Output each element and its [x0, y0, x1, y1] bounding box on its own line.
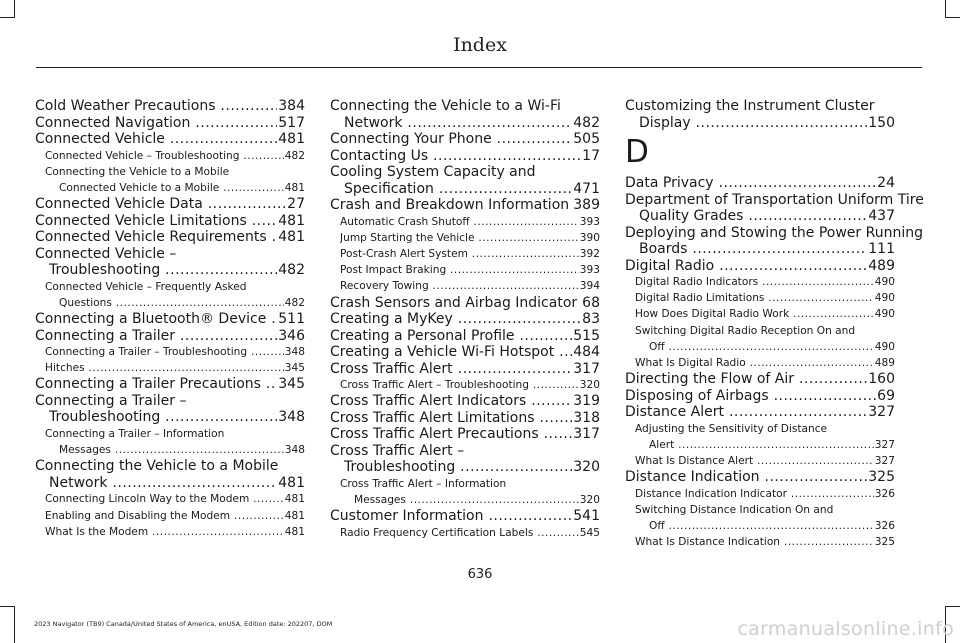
entry-page-number: 348 [278, 409, 305, 426]
entry-text: Digital Radio Indicators ..... [635, 274, 895, 290]
crop-mark [0, 17, 14, 18]
entry-text: Connecting a Trailer ..... [35, 328, 305, 345]
entry-text-line1: Connecting a Trailer – Information [45, 427, 225, 440]
index-subentry[interactable] [625, 290, 895, 306]
entry-page-number: 150 [868, 114, 895, 131]
index-entry[interactable] [330, 361, 600, 378]
entry-page-number: 325 [874, 534, 895, 550]
index-entry[interactable] [625, 469, 895, 486]
entry-text: Off ..... [635, 339, 895, 355]
entry-page-number: 83 [582, 311, 600, 328]
entry-text-line1: Switching Distance Indication On and [635, 504, 834, 517]
entry-page-number: 390 [579, 230, 600, 246]
entry-page-number: 393 [579, 262, 600, 278]
entry-text: Distance Indication ..... [625, 469, 895, 486]
entry-text: Cross Traffic Alert Indicators ..... [330, 393, 600, 410]
entry-text: What Is Digital Radio ..... [635, 355, 895, 371]
index-entry[interactable] [35, 115, 305, 132]
entry-page-number: 348 [284, 442, 305, 458]
entry-page-number: 317 [573, 360, 600, 377]
entry-text-line1: Department of Transportation Uniform Tire [625, 191, 924, 208]
entry-text: What Is Distance Indication ..... [635, 534, 895, 550]
entry-text-line1: Customizing the Instrument Cluster [625, 98, 875, 114]
index-subentry[interactable] [330, 262, 600, 278]
index-entry[interactable] [625, 388, 895, 405]
index-entry[interactable] [35, 458, 305, 491]
index-entry[interactable] [35, 213, 305, 230]
entry-text: Creating a Vehicle Wi-Fi Hotspot ..... [330, 344, 600, 361]
index-entry[interactable] [330, 164, 600, 197]
entry-page-number: 27 [287, 196, 305, 213]
index-subentry[interactable] [35, 148, 305, 164]
entry-page-number: 111 [868, 241, 895, 257]
crop-mark [14, 606, 15, 643]
entry-text: Creating a Personal Profile ..... [330, 328, 600, 345]
entry-page-number: 320 [579, 377, 600, 393]
entry-text: Connected Vehicle Limitations ..... [35, 213, 305, 230]
entry-page-number: 389 [573, 197, 600, 213]
entry-page-number: 490 [874, 339, 895, 355]
entry-page-number: 481 [278, 474, 305, 491]
index-subentry[interactable] [330, 476, 600, 508]
index-subentry[interactable] [330, 230, 600, 246]
index-entry[interactable] [330, 98, 600, 131]
index-subentry[interactable] [330, 246, 600, 262]
index-column-2 [330, 98, 600, 541]
footer-edition-text: 2023 Navigator (TB9) Canada/United States of America, enUSA, Edition date: 202207, DOM [34, 620, 333, 628]
entry-page-number: 318 [573, 409, 600, 426]
index-subentry[interactable] [35, 279, 305, 311]
entry-page-number: 541 [573, 508, 600, 525]
entry-page-number: 481 [278, 212, 305, 229]
index-entry[interactable] [35, 98, 305, 115]
index-subentry[interactable] [35, 344, 305, 360]
entry-text: Connected Navigation ..... [35, 115, 305, 132]
entry-page-number: 482 [573, 114, 600, 131]
index-entry[interactable] [35, 196, 305, 213]
crop-mark [14, 0, 15, 18]
index-entry[interactable] [625, 98, 895, 131]
entry-page-number: 326 [874, 486, 895, 502]
entry-page-number: 490 [874, 274, 895, 290]
entry-text-line1: Deploying and Stowing the Power Running [625, 224, 923, 241]
index-subentry[interactable] [35, 491, 305, 507]
index-entry[interactable] [35, 328, 305, 345]
index-entry[interactable] [35, 229, 305, 246]
entry-page-number: 327 [874, 453, 895, 469]
entry-text: Crash and Breakdown Information ..... [330, 197, 600, 214]
index-subentry[interactable] [35, 360, 305, 376]
crop-mark [0, 606, 14, 607]
entry-text-line1: Cross Traffic Alert – [330, 442, 465, 459]
index-subentry[interactable] [35, 508, 305, 524]
index-entry[interactable] [625, 404, 895, 421]
entry-page-number: 326 [874, 518, 895, 534]
entry-page-number: 345 [284, 360, 305, 376]
page-number: 636 [467, 567, 493, 582]
entry-page-number: 482 [278, 262, 305, 279]
index-subentry[interactable] [625, 323, 895, 355]
index-entry[interactable] [35, 311, 305, 328]
entry-page-number: 545 [579, 525, 600, 541]
entry-text: Troubleshooting ..... [35, 262, 305, 279]
entry-page-number: 327 [874, 437, 895, 453]
index-entry[interactable] [625, 258, 895, 275]
index-column-3 [625, 98, 924, 551]
entry-page-number: 505 [573, 131, 600, 147]
entry-text: Crash Sensors and Airbag Indicator ..... [330, 295, 600, 312]
entry-page-number: 345 [278, 376, 305, 393]
entry-text: Distance Alert ..... [625, 404, 895, 421]
entry-text: Enabling and Disabling the Modem ..... [45, 508, 305, 524]
index-entry[interactable] [330, 393, 600, 410]
entry-text: Cold Weather Precautions ..... [35, 98, 305, 115]
entry-text: Directing the Flow of Air ..... [625, 371, 895, 388]
entry-page-number: 348 [284, 344, 305, 360]
entry-text: Connecting Lincoln Way to the Modem ..... [45, 491, 305, 507]
entry-page-number: 317 [573, 426, 600, 443]
entry-text: Connected Vehicle – Troubleshooting ..... [45, 148, 305, 164]
entry-text: Creating a MyKey ..... [330, 311, 600, 328]
entry-text: Quality Grades ..... [625, 208, 895, 225]
entry-text-line1: Connecting a Trailer – [35, 392, 187, 409]
index-entry[interactable] [330, 295, 600, 312]
entry-page-number: 17 [582, 147, 600, 164]
index-entry[interactable] [625, 175, 895, 192]
entry-text: Display ..... [625, 115, 895, 132]
entry-text: What Is Distance Alert ..... [635, 453, 895, 469]
index-entry[interactable] [35, 246, 305, 279]
index-entry[interactable] [330, 410, 600, 427]
index-subentry[interactable] [625, 421, 895, 453]
entry-text-line1: Connecting the Vehicle to a Mobile [35, 458, 279, 475]
entry-text: Messages ..... [340, 492, 600, 508]
index-entry[interactable] [35, 376, 305, 393]
entry-text: Connecting Your Phone ..... [330, 131, 600, 148]
index-subentry[interactable] [330, 377, 600, 393]
entry-text: Contacting Us ..... [330, 148, 600, 165]
index-entry[interactable] [330, 508, 600, 525]
index-entry[interactable] [330, 426, 600, 443]
index-subentry[interactable] [625, 306, 895, 322]
entry-text: Connected Vehicle ..... [35, 131, 305, 148]
entry-text: Connected Vehicle to a Mobile ..... [45, 180, 305, 196]
entry-text: Connecting a Bluetooth® Device ..... [35, 311, 305, 328]
index-subentry[interactable] [625, 534, 895, 550]
entry-text: Cross Traffic Alert – Troubleshooting ..... [340, 377, 600, 393]
entry-text: Distance Indication Indicator ..... [635, 486, 895, 502]
entry-page-number: 69 [877, 387, 895, 404]
entry-text: Digital Radio Limitations ..... [635, 290, 895, 306]
entry-text-line1: Connecting the Vehicle to a Wi-Fi [330, 98, 561, 114]
entry-page-number: 437 [868, 208, 895, 224]
entry-text: Hitches ..... [45, 360, 305, 376]
index-subentry[interactable] [625, 274, 895, 290]
entry-text: Boards ..... [625, 241, 895, 258]
entry-text-line1: Cooling System Capacity and [330, 164, 536, 180]
entry-page-number: 393 [579, 214, 600, 230]
index-entry[interactable] [330, 344, 600, 361]
entry-text: Cross Traffic Alert Limitations ..... [330, 410, 600, 427]
entry-text: Alert ..... [635, 437, 895, 453]
index-entry[interactable] [35, 131, 305, 148]
index-entry[interactable] [330, 131, 600, 148]
entry-text: What Is the Modem ..... [45, 524, 305, 540]
index-entry[interactable] [330, 328, 600, 345]
entry-text: Questions ..... [45, 295, 305, 311]
index-column-1 [35, 98, 305, 540]
entry-text-line1: Connected Vehicle – Frequently Asked [45, 280, 247, 293]
entry-page-number: 320 [573, 459, 600, 476]
entry-text: Customer Information ..... [330, 508, 600, 525]
entry-page-number: 482 [284, 148, 305, 164]
entry-text: Recovery Towing ..... [340, 278, 600, 294]
index-subentry[interactable] [35, 426, 305, 458]
entry-page-number: 346 [278, 327, 305, 344]
entry-text: Connected Vehicle Requirements ..... [35, 229, 305, 246]
entry-text: Specification ..... [330, 181, 600, 198]
entry-page-number: 325 [868, 469, 895, 486]
index-subentry[interactable] [330, 214, 600, 230]
entry-text-line1: Cross Traffic Alert – Information [340, 477, 507, 490]
entry-text: Messages ..... [45, 442, 305, 458]
entry-text: Connecting a Trailer Precautions ..... [35, 376, 305, 393]
index-entry[interactable] [625, 191, 924, 225]
index-subentry[interactable] [35, 164, 305, 196]
entry-page-number: 481 [284, 180, 305, 196]
entry-text: Troubleshooting ..... [330, 459, 600, 476]
index-subentry[interactable] [35, 524, 305, 540]
entry-text-line1: Connected Vehicle – [35, 245, 177, 262]
entry-text: Off ..... [635, 518, 895, 534]
index-subentry[interactable] [625, 486, 895, 502]
index-subentry[interactable] [625, 355, 895, 371]
entry-page-number: 515 [573, 327, 600, 344]
index-subentry[interactable] [330, 525, 600, 541]
entry-page-number: 517 [278, 114, 305, 131]
header-rule [36, 67, 922, 68]
entry-text: Network ..... [330, 115, 600, 132]
entry-page-number: 160 [868, 371, 895, 388]
entry-text-line1: Switching Digital Radio Reception On and [635, 324, 856, 337]
entry-page-number: 482 [284, 295, 305, 311]
index-subentry[interactable] [625, 453, 895, 469]
index-entry[interactable] [330, 443, 600, 476]
entry-page-number: 489 [874, 355, 895, 371]
entry-text: Data Privacy ..... [625, 175, 895, 192]
entry-text: Post Impact Braking ..... [340, 262, 600, 278]
entry-page-number: 511 [278, 311, 305, 328]
entry-text: How Does Digital Radio Work ..... [635, 306, 895, 322]
entry-page-number: 384 [278, 98, 305, 114]
entry-page-number: 489 [868, 257, 895, 274]
crop-mark [946, 17, 960, 18]
entry-text: Cross Traffic Alert Precautions ..... [330, 426, 600, 443]
entry-page-number: 24 [877, 175, 895, 191]
entry-page-number: 481 [284, 524, 305, 540]
entry-page-number: 394 [579, 278, 600, 294]
section-letter: D [625, 134, 649, 170]
entry-page-number: 68 [582, 294, 600, 311]
index-entry[interactable] [330, 197, 600, 214]
crop-mark [945, 0, 946, 18]
index-entry[interactable] [625, 224, 923, 258]
entry-text: Jump Starting the Vehicle ..... [340, 230, 600, 246]
entry-text: Disposing of Airbags ..... [625, 388, 895, 405]
entry-page-number: 481 [284, 508, 305, 524]
index-entry[interactable] [625, 371, 895, 388]
index-entry[interactable] [330, 311, 600, 328]
entry-text: Radio Frequency Certification Labels ..... [340, 525, 600, 541]
entry-page-number: 471 [573, 180, 600, 197]
index-entry[interactable] [330, 148, 600, 165]
entry-text: Cross Traffic Alert ..... [330, 361, 600, 378]
entry-text: Connected Vehicle Data ..... [35, 196, 305, 213]
crop-mark [946, 606, 960, 607]
page-title: Index [453, 34, 507, 56]
entry-text-line1: Connecting the Vehicle to a Mobile [45, 165, 230, 178]
entry-text: Digital Radio ..... [625, 258, 895, 275]
entry-page-number: 320 [579, 492, 600, 508]
entry-page-number: 484 [573, 344, 600, 361]
entry-text: Connecting a Trailer – Troubleshooting ..... [45, 344, 305, 360]
entry-page-number: 490 [874, 306, 895, 322]
entry-page-number: 490 [874, 290, 895, 306]
entry-text: Automatic Crash Shutoff ..... [340, 214, 600, 230]
watermark: carmanualsonline.info [737, 618, 954, 640]
index-entry[interactable] [35, 393, 305, 426]
entry-text-line1: Adjusting the Sensitivity of Distance [635, 422, 828, 435]
index-subentry[interactable] [625, 502, 895, 534]
entry-page-number: 327 [868, 404, 895, 421]
entry-text: Network ..... [35, 475, 305, 492]
entry-text: Troubleshooting ..... [35, 409, 305, 426]
index-subentry[interactable] [330, 278, 600, 294]
entry-page-number: 319 [573, 393, 600, 410]
entry-page-number: 481 [284, 491, 305, 507]
entry-page-number: 392 [579, 246, 600, 262]
entry-page-number: 481 [278, 229, 305, 246]
entry-text: Post-Crash Alert System ..... [340, 246, 600, 262]
entry-page-number: 481 [278, 131, 305, 147]
